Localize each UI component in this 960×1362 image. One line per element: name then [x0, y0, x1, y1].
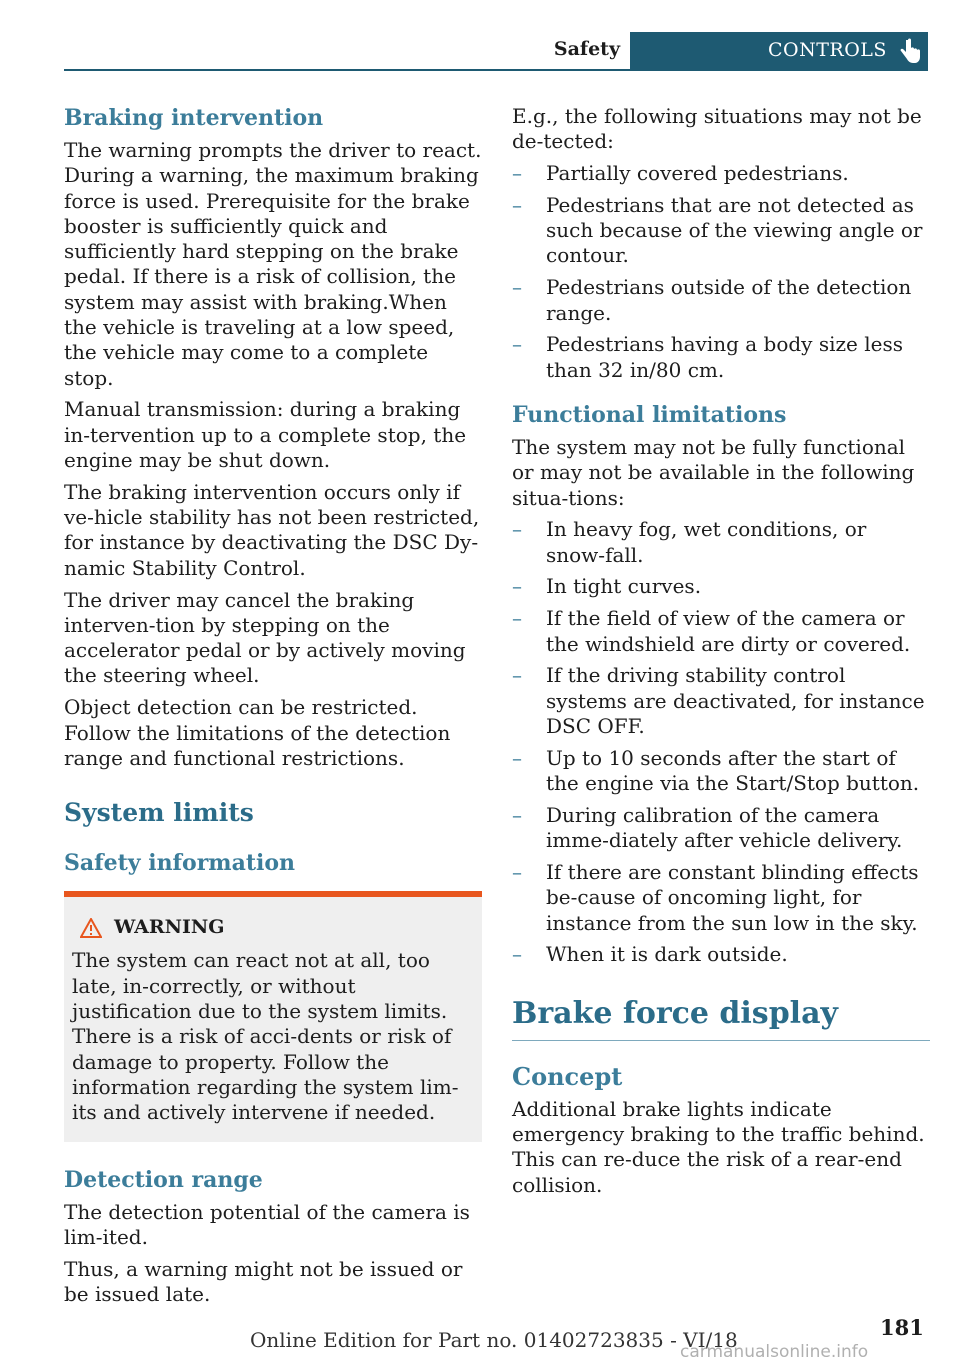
paragraph: The detection potential of the camera is lim‐ited.: [64, 1199, 470, 1249]
detection-range-heading: Detection range: [64, 1166, 263, 1193]
paragraph: E.g., the following situations may not be de‐tected:: [512, 104, 922, 154]
system-limits-heading: System limits: [64, 798, 254, 828]
concept-heading: Concept: [512, 1061, 623, 1091]
list-item: – If there are constant blinding effects be‐cause of oncoming light, for instance from the sun low in the sky.: [512, 859, 919, 935]
list-item: – If the field of view of the camera or the windshield are dirty or covered.: [512, 606, 911, 656]
page-number: 181: [880, 1315, 924, 1340]
list-item: – In tight curves.: [512, 574, 702, 599]
functional-limitations-heading: Functional limitations: [512, 401, 787, 428]
limitations-list: [512, 517, 930, 967]
list-item: – During calibration of the camera imme‐diately after vehicle delivery.: [512, 802, 903, 853]
watermark: carmanualsonline.info: [680, 1342, 869, 1362]
list-item: – Up to 10 seconds after the start of the engine via the Start/Stop button.: [512, 745, 920, 796]
edition-footer: Online Edition for Part no. 01402723835 - VI/18: [250, 1328, 738, 1352]
warning-triangle-icon: [80, 918, 102, 938]
header-chapter-tab[interactable]: [630, 32, 928, 71]
list-item: – Pedestrians that are not detected as such because of the viewing angle or contour.: [512, 192, 923, 268]
right-column: [512, 104, 930, 1204]
brake-force-display-heading: Brake force display: [512, 995, 838, 1031]
paragraph: Additional brake lights indicate emergency braking to the traffic behind. This can re‐duce the risk of a rear-end collision.: [512, 1096, 925, 1197]
header-chapter-label: CONTROLS: [768, 39, 887, 61]
undetected-situations-list: [512, 161, 930, 383]
section-rule: [512, 1040, 930, 1041]
list-item: – If the driving stability control systems are deactivated, for instance DSC OFF.: [512, 663, 925, 738]
list-item: – When it is dark outside.: [512, 942, 788, 967]
list-item: – In heavy fog, wet conditions, or snow‐fall.: [512, 517, 867, 567]
warning-label: WARNING: [114, 916, 225, 939]
warning-box: [64, 891, 482, 1141]
left-column: [64, 104, 482, 1314]
hand-pointer-icon: [896, 38, 922, 66]
paragraph: Manual transmission: during a braking in‐tervention up to a complete stop, the engine may be shut down.: [64, 397, 467, 473]
paragraph: Thus, a warning might not be issued or be issued late.: [64, 1256, 463, 1306]
header-section: Safety: [553, 38, 620, 60]
paragraph: The driver may cancel the braking interven‐tion by stepping on the accelerator pedal or by actively moving the steering wheel.: [64, 587, 466, 688]
list-item: – Pedestrians outside of the detection range.: [512, 275, 912, 325]
paragraph: The warning prompts the driver to react. During a warning, the maximum braking force is used. Prerequisite for the brake booster is sufficiently quick and sufficiently hard stepping on the brake pedal. If there is a risk of collision, the system may assist with braking.When the vehicle is traveling at a low speed, the vehicle may come to a complete stop.: [64, 138, 482, 390]
paragraph: The system may not be fully functional or may not be available in the following situa‐tions:: [512, 434, 915, 510]
safety-information-heading: Safety information: [64, 850, 296, 877]
paragraph: Object detection can be restricted. Follow the limitations of the detection range and functional restrictions.: [64, 695, 451, 770]
braking-intervention-heading: Braking intervention: [64, 105, 324, 131]
paragraph: The braking intervention occurs only if ve‐hicle stability has not been restricted, for instance by deactivating the DSC Dy‐namic Stability Control.: [64, 479, 480, 580]
warning-text: The system can react not at all, too late, in‐correctly, or without justification due to the system limits. There is a risk of acci‐dents or risk of damage to property. Follow the information regarding the system lim‐its and actively intervene if needed.: [72, 948, 459, 1125]
list-item: – Pedestrians having a body size less than 32 in/80 cm.: [512, 332, 903, 382]
list-item: – Partially covered pedestrians.: [512, 161, 849, 186]
warning-title: [72, 915, 474, 940]
